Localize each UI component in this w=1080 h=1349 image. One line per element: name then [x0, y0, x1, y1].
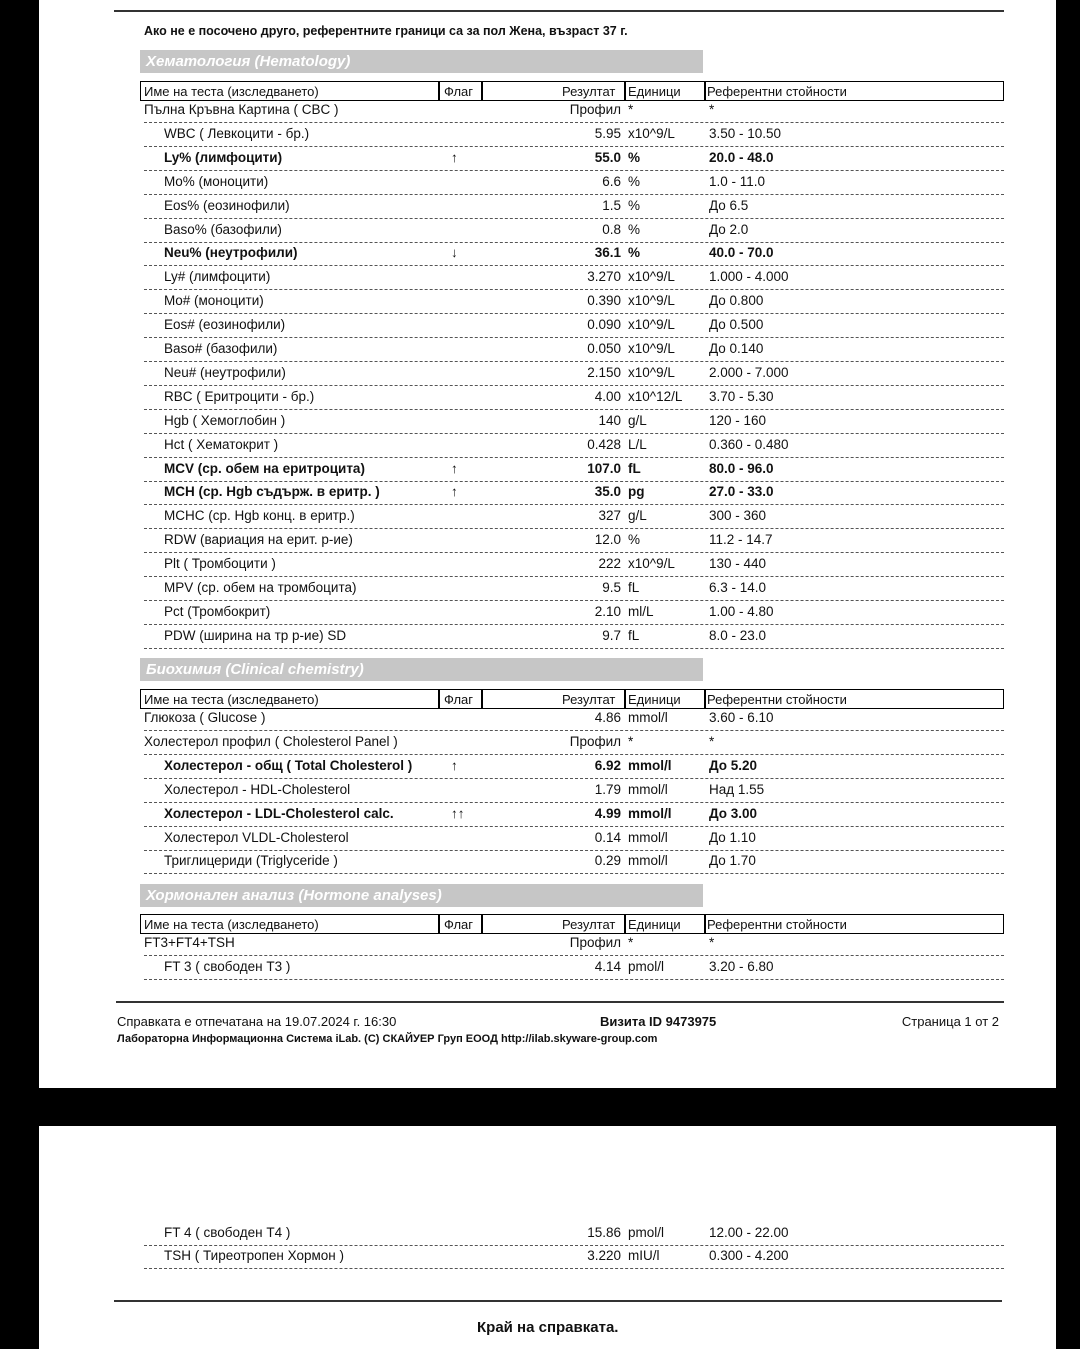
column-divider — [438, 915, 440, 933]
result-unit: % — [628, 221, 641, 237]
result-value: 3.220 — [587, 1248, 621, 1263]
test-name: Neu# (неутрофили) — [164, 364, 286, 380]
reference-range: 2.000 - 7.000 — [709, 364, 789, 380]
test-name: FT3+FT4+TSH — [144, 935, 235, 950]
test-name: Hgb ( Хемоглобин ) — [164, 412, 286, 428]
table-header — [140, 689, 1004, 709]
test-name: WBC ( Левкоцити - бр.) — [164, 125, 310, 141]
result-value: 0.8 — [602, 221, 621, 237]
table-row — [144, 932, 1004, 956]
result-unit: * — [628, 102, 634, 117]
reference-range: 3.60 - 6.10 — [709, 710, 774, 725]
result-value: Профил — [569, 935, 621, 950]
top-rule — [114, 10, 1004, 12]
reference-range: 12.00 - 22.00 — [709, 1225, 789, 1240]
end-rule — [114, 1300, 1002, 1302]
table-row — [144, 99, 1004, 123]
end-of-report: Край на справката. — [477, 1319, 619, 1336]
reference-range: 20.0 - 48.0 — [709, 149, 774, 165]
result-value: 9.7 — [602, 627, 621, 643]
flag: ↑ — [451, 149, 458, 165]
reference-range: 300 - 360 — [709, 508, 767, 524]
section-title: Хормонален анализ (Hormone analyses) — [140, 884, 703, 907]
reference-range: 40.0 - 70.0 — [709, 245, 774, 261]
test-name: TSH ( Тиреотропен Хормон ) — [164, 1248, 345, 1263]
table-row — [144, 827, 1004, 851]
reference-range: До 0.140 — [709, 341, 764, 356]
test-name: FT 3 ( свободен Т3 ) — [164, 958, 291, 974]
table-row — [144, 123, 1004, 147]
result-value: Профил — [569, 102, 621, 117]
reference-range: 3.70 - 5.30 — [709, 388, 774, 404]
result-unit: % — [628, 532, 641, 548]
test-name: Холестерол - LDL-Cholesterol calc. — [164, 805, 394, 821]
table-row — [144, 625, 1004, 649]
result-unit: x10^9/L — [628, 364, 675, 380]
column-divider — [624, 82, 626, 100]
col-name: Име на теста (изследването) — [144, 84, 319, 99]
result-value: 2.150 — [587, 364, 621, 380]
test-name: Pct (Тромбокрит) — [164, 603, 271, 619]
test-name: Baso% (базофили) — [164, 221, 282, 237]
result-unit: mmol/l — [628, 829, 668, 845]
result-unit: g/L — [628, 412, 647, 428]
result-value: 12.0 — [594, 532, 621, 548]
result-value: 0.050 — [587, 341, 621, 356]
result-value: 1.5 — [602, 197, 621, 213]
test-name: PDW (ширина на тр р-ие) SD — [164, 627, 347, 643]
result-unit: fL — [628, 580, 640, 595]
printed-date: Справката е отпечатана на 19.07.2024 г. 16:30 — [117, 1014, 397, 1029]
reference-range: 1.0 - 11.0 — [709, 173, 766, 189]
result-value: 222 — [598, 556, 621, 572]
test-name: Plt ( Тромбоцити ) — [164, 556, 276, 572]
result-unit: L/L — [628, 436, 647, 452]
column-divider — [704, 915, 706, 933]
test-name: Холестерол VLDL-Cholesterol — [164, 829, 349, 845]
report-page-2 — [39, 1126, 1056, 1349]
table-row — [144, 1222, 1004, 1246]
result-unit: % — [628, 245, 641, 261]
result-unit: * — [628, 733, 634, 749]
column-divider — [624, 690, 626, 708]
test-name: MPV (ср. обем на тромбоцита) — [164, 580, 357, 595]
table-row — [144, 850, 1004, 874]
reference-range: До 1.10 — [709, 829, 756, 845]
test-name: Холестерол - HDL-Cholesterol — [164, 781, 351, 797]
result-unit: x10^9/L — [628, 269, 675, 285]
test-name: FT 4 ( свободен Т4 ) — [164, 1225, 291, 1240]
result-unit: x10^12/L — [628, 388, 683, 404]
table-row — [144, 529, 1004, 553]
reference-note: Ако не е посочено друго, референтните граници са за пол Жена, възраст 37 г. — [144, 24, 628, 38]
col-reference: Референтни стойности — [707, 692, 847, 707]
table-row — [144, 755, 1004, 779]
col-result: Резултат — [562, 917, 616, 932]
result-unit: mmol/l — [628, 805, 672, 821]
result-value: 3.270 — [587, 269, 621, 285]
test-name: Eos# (еозинофили) — [164, 317, 286, 333]
test-name: MCHC (ср. Hgb конц. в еритр.) — [164, 508, 355, 524]
reference-range: До 0.500 — [709, 317, 764, 333]
result-unit: * — [628, 935, 634, 950]
table-row — [144, 458, 1004, 482]
section-title: Биохимия (Clinical chemistry) — [140, 658, 703, 681]
test-name: Mo% (моноцити) — [164, 173, 269, 189]
system-info: Лабораторна Информационна Система iLab. (С) СКАЙУЕР Груп ЕООД http://ilab.skyware-group.com — [117, 1033, 658, 1045]
reference-range: До 1.70 — [709, 853, 756, 869]
result-unit: x10^9/L — [628, 293, 675, 309]
reference-range: 120 - 160 — [709, 412, 767, 428]
result-value: 0.29 — [594, 853, 621, 869]
col-result: Резултат — [562, 692, 616, 707]
reference-range: 130 - 440 — [709, 556, 767, 572]
reference-range: Над 1.55 — [709, 781, 765, 797]
reference-range: До 2.0 — [709, 221, 749, 237]
col-reference: Референтни стойности — [707, 84, 847, 99]
reference-range: 8.0 - 23.0 — [709, 627, 767, 643]
footer-rule — [116, 1001, 1004, 1003]
result-unit: mmol/l — [628, 781, 668, 797]
result-unit: x10^9/L — [628, 125, 675, 141]
reference-range: * — [709, 733, 715, 749]
column-divider — [624, 915, 626, 933]
table-row — [144, 707, 1004, 731]
test-name: Baso# (базофили) — [164, 341, 278, 356]
section-title: Хематология (Hematology) — [140, 50, 703, 73]
reference-range: * — [709, 935, 715, 950]
result-value: 35.0 — [594, 484, 621, 500]
test-name: Mo# (моноцити) — [164, 293, 264, 309]
table-row — [144, 601, 1004, 625]
test-name: MCH (ср. Hgb съдърж. в еритр. ) — [164, 484, 380, 500]
table-row — [144, 386, 1004, 410]
table-row — [144, 338, 1004, 362]
column-divider — [704, 690, 706, 708]
reference-range: До 0.800 — [709, 293, 764, 309]
test-name: Триглицериди (Triglyceride ) — [164, 853, 338, 869]
result-value: 0.090 — [587, 317, 621, 333]
col-name: Име на теста (изследването) — [144, 917, 319, 932]
result-value: 0.390 — [587, 293, 621, 309]
result-value: 4.86 — [594, 710, 621, 725]
table-row — [144, 171, 1004, 195]
result-value: 55.0 — [594, 149, 621, 165]
result-value: 0.14 — [594, 829, 621, 845]
result-unit: fL — [628, 460, 641, 476]
test-name: Ly# (лимфоцити) — [164, 269, 271, 285]
table-row — [144, 779, 1004, 803]
reference-range: 11.2 - 14.7 — [709, 532, 773, 548]
table-row — [144, 434, 1004, 458]
result-value: Профил — [569, 733, 621, 749]
result-unit: pmol/l — [628, 1225, 665, 1240]
reference-range: * — [709, 102, 715, 117]
table-row — [144, 290, 1004, 314]
result-value: 1.79 — [594, 781, 621, 797]
result-unit: x10^9/L — [628, 341, 675, 356]
reference-range: До 6.5 — [709, 197, 749, 213]
reference-range: До 5.20 — [709, 757, 758, 773]
table-row — [144, 362, 1004, 386]
result-unit: mmol/l — [628, 710, 668, 725]
table-row — [144, 577, 1004, 601]
flag: ↑ — [451, 460, 458, 476]
reference-range: 1.000 - 4.000 — [709, 269, 789, 285]
result-unit: fL — [628, 627, 640, 643]
table-row — [144, 731, 1004, 755]
table-row — [144, 803, 1004, 827]
result-unit: x10^9/L — [628, 556, 675, 572]
result-value: 9.5 — [602, 580, 621, 595]
page-number: Страница 1 от 2 — [901, 1014, 999, 1029]
test-name: Глюкоза ( Glucose ) — [144, 710, 266, 725]
col-result: Резултат — [562, 84, 616, 99]
flag: ↓ — [451, 245, 458, 261]
reference-range: 3.20 - 6.80 — [709, 958, 774, 974]
table-row — [144, 219, 1004, 243]
table-header — [140, 914, 1004, 934]
column-divider — [438, 82, 440, 100]
col-units: Единици — [628, 917, 681, 932]
test-name: MCV (ср. обем на еритроцита) — [164, 460, 365, 476]
result-unit: mIU/l — [628, 1248, 660, 1263]
test-name: Холестерол профил ( Cholesterol Panel ) — [144, 733, 398, 749]
reference-range: 6.3 - 14.0 — [709, 580, 767, 595]
col-reference: Референтни стойности — [707, 917, 847, 932]
reference-range: 1.00 - 4.80 — [709, 603, 774, 619]
column-divider — [481, 690, 483, 708]
result-value: 4.99 — [594, 805, 621, 821]
visit-id: Визита ID 9473975 — [600, 1014, 717, 1029]
result-value: 140 — [598, 412, 621, 428]
result-value: 6.92 — [594, 757, 621, 773]
reference-range: 0.360 - 0.480 — [709, 436, 789, 452]
result-value: 6.6 — [602, 173, 621, 189]
col-units: Единици — [628, 692, 681, 707]
col-flag: Флаг — [444, 84, 474, 99]
result-value: 4.14 — [594, 958, 621, 974]
table-row — [144, 242, 1004, 266]
result-unit: pmol/l — [628, 958, 665, 974]
table-row — [144, 1245, 1004, 1269]
test-name: Hct ( Хематокрит ) — [164, 436, 279, 452]
result-unit: pg — [628, 484, 645, 500]
table-row — [144, 553, 1004, 577]
flag: ↑ — [451, 757, 458, 773]
table-header — [140, 81, 1004, 101]
reference-range: 80.0 - 96.0 — [709, 460, 774, 476]
table-row — [144, 956, 1004, 980]
result-value: 0.428 — [587, 436, 621, 452]
result-value: 15.86 — [587, 1225, 621, 1240]
column-divider — [704, 82, 706, 100]
table-row — [144, 314, 1004, 338]
col-name: Име на теста (изследването) — [144, 692, 319, 707]
result-unit: % — [628, 197, 641, 213]
reference-range: До 3.00 — [709, 805, 758, 821]
col-units: Единици — [628, 84, 681, 99]
result-value: 36.1 — [594, 245, 621, 261]
result-value: 2.10 — [594, 603, 621, 619]
test-name: Пълна Кръвна Картина ( CBC ) — [144, 102, 339, 117]
result-unit: % — [628, 173, 641, 189]
result-unit: g/L — [628, 508, 647, 524]
report-page-1 — [39, 0, 1056, 1088]
reference-range: 3.50 - 10.50 — [709, 125, 782, 141]
result-value: 4.00 — [594, 388, 621, 404]
test-name: Eos% (еозинофили) — [164, 197, 290, 213]
reference-range: 27.0 - 33.0 — [709, 484, 774, 500]
result-unit: x10^9/L — [628, 317, 675, 333]
test-name: Ly% (лимфоцити) — [164, 149, 283, 165]
result-unit: mmol/l — [628, 853, 668, 869]
table-row — [144, 481, 1004, 505]
test-name: Neu% (неутрофили) — [164, 245, 298, 261]
result-unit: mmol/l — [628, 757, 672, 773]
table-row — [144, 410, 1004, 434]
col-flag: Флаг — [444, 692, 474, 707]
table-row — [144, 147, 1004, 171]
result-value: 107.0 — [587, 460, 621, 476]
column-divider — [481, 82, 483, 100]
col-flag: Флаг — [444, 917, 474, 932]
table-row — [144, 505, 1004, 529]
flag: ↑ — [451, 484, 458, 500]
column-divider — [438, 690, 440, 708]
flag: ↑↑ — [451, 805, 465, 821]
table-row — [144, 266, 1004, 290]
reference-range: 0.300 - 4.200 — [709, 1248, 789, 1263]
result-unit: % — [628, 149, 641, 165]
test-name: Холестерол - общ ( Total Cholesterol ) — [164, 757, 413, 773]
table-row — [144, 195, 1004, 219]
result-unit: ml/L — [628, 603, 654, 619]
result-value: 327 — [598, 508, 621, 524]
test-name: RDW (вариация на ерит. р-ие) — [164, 532, 353, 548]
column-divider — [481, 915, 483, 933]
result-value: 5.95 — [594, 125, 621, 141]
test-name: RBC ( Еритроцити - бр.) — [164, 388, 315, 404]
